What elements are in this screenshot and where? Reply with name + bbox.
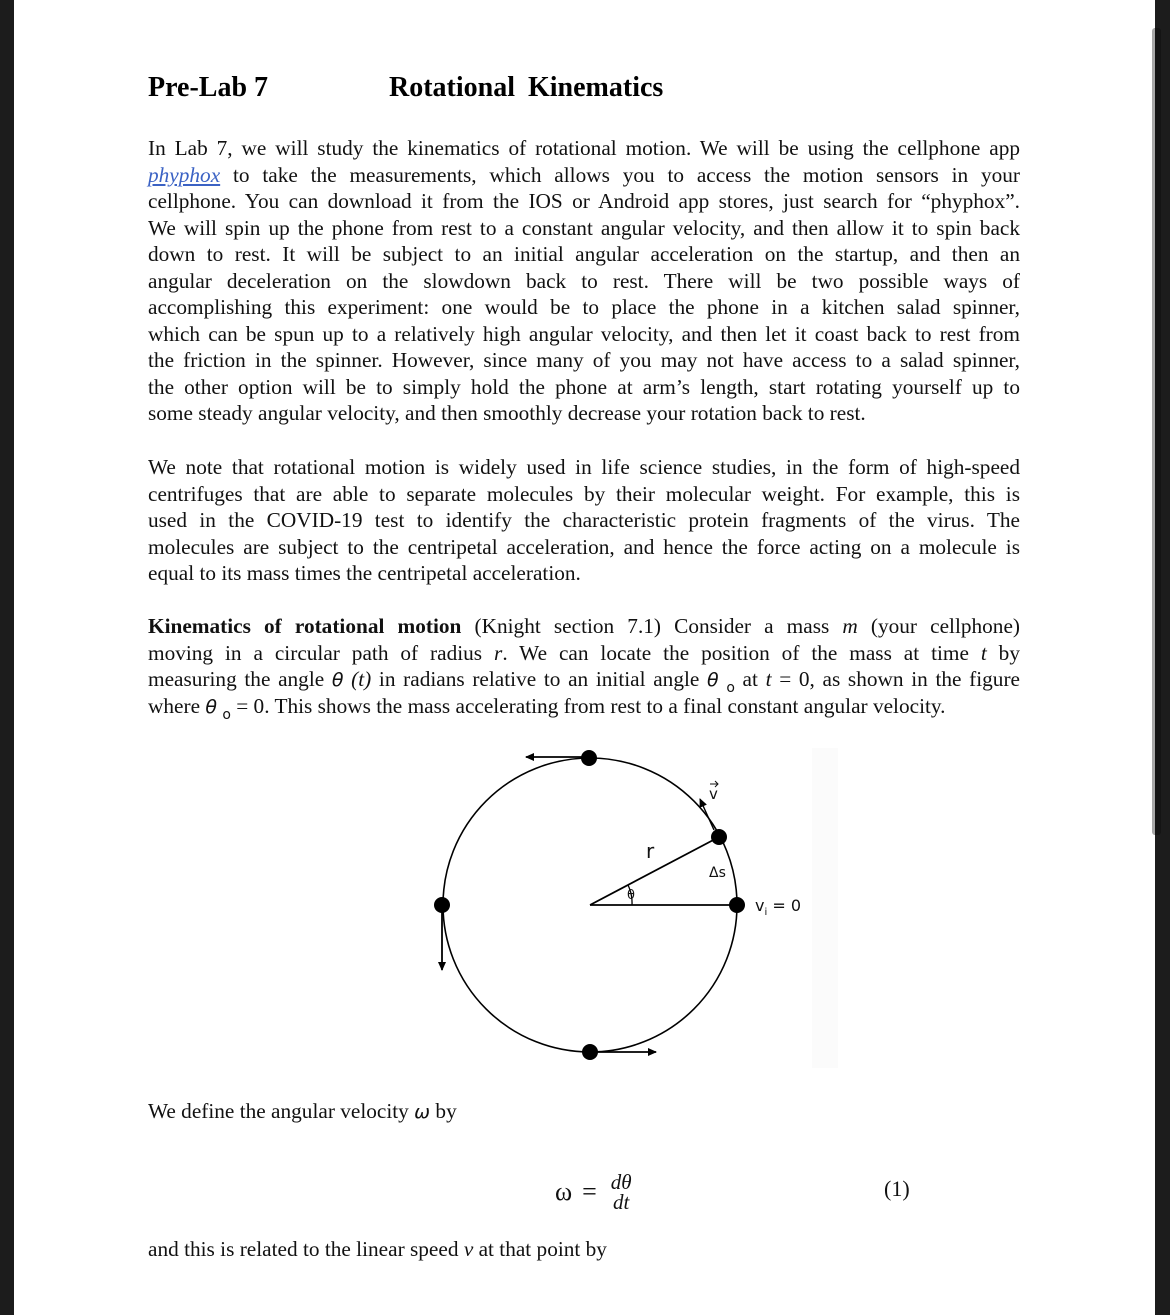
intro-paragraph: [148, 135, 1020, 427]
eq-numerator: dθ: [610, 1170, 632, 1194]
text-line: accomplishing this experiment: one would be to place the phone in a kitchen salad spinner,: [148, 295, 1020, 319]
text-line: We will spin up the phone from rest to a constant angular velocity, and then allow it to spin back: [148, 215, 1020, 240]
eq-fraction: [611, 1172, 632, 1212]
text-line: centrifuges that are able to separate molecules by their molecular weight. For example, this is: [148, 481, 1020, 506]
omega-symbol: ω: [414, 1101, 431, 1123]
v-symbol: v: [463, 1237, 474, 1261]
relation-line: and this is related to the linear speed v at that point by: [148, 1237, 607, 1261]
circle-diagram: [420, 740, 860, 1070]
lab-label: Pre-Lab 7: [148, 72, 269, 103]
rotational-motion-figure: [420, 740, 860, 1070]
text-line: some steady angular velocity, and then smoothly decrease your rotation back to rest.: [148, 401, 866, 425]
section-heading: Kinematics of rotational motion: [148, 614, 462, 638]
scrollbar-thumb[interactable]: [1152, 28, 1161, 835]
text-line: down to rest. It will be subject to an initial angular acceleration on the startup, and then an: [148, 242, 1020, 266]
eq-equals: =: [582, 1177, 597, 1206]
definition-line: We define the angular velocity ω by: [148, 1099, 457, 1123]
text-line: where θ $_o$ = 0. This shows the mass accelerating from rest to a final constant angular velocity.: [148, 693, 946, 723]
centrifuge-paragraph: [148, 454, 1020, 587]
eq-denominator: dt: [613, 1190, 630, 1214]
page-title: Rotational Kinematics: [389, 72, 664, 103]
radius-label: r: [646, 839, 655, 863]
text-line: measuring the angle θ (t) in radians relative to an initial angle θ $_o$ at t = 0, as shown in the figure: [148, 667, 1020, 696]
arc-length-label: Δs: [709, 865, 726, 881]
velocity-arrow-current: [700, 799, 714, 830]
eq-lhs: ω: [555, 1177, 573, 1206]
text-line: which can be spun up to a relatively high angular velocity, and then let it coast back to rest from: [148, 321, 1020, 346]
text-line: We note that rotational motion is widely used in life science studies, in the form of high-speed: [148, 455, 1020, 479]
initial-velocity-label: $v_i = 0$: [755, 896, 802, 918]
equation-number: (1): [884, 1176, 910, 1201]
equation-angular-velocity: [555, 1168, 632, 1216]
mass-dot-top: [581, 750, 597, 766]
text-line: used in the COVID-19 test to identify the characteristic protein fragments of the virus. The: [148, 508, 1020, 532]
text-line: phyphox to take the measurements, which allows you to access the motion sensors in your: [148, 162, 1020, 187]
text-line: In Lab 7, we will study the kinematics of rotational motion. We will be using the cellphone app: [148, 136, 1020, 160]
text-line: angular deceleration on the slowdown back to rest. There will be two possible ways of: [148, 268, 1020, 293]
text-line: moving in a circular path of radius r. We can locate the position of the mass at time t by: [148, 640, 1020, 665]
kinematics-paragraph: [148, 613, 1021, 723]
velocity-label: v: [709, 785, 718, 803]
text-line: equal to its mass times the centripetal acceleration.: [148, 561, 581, 585]
text-line: molecules are subject to the centripetal acceleration, and hence the force acting on a molecule is: [148, 534, 1020, 559]
text-line: Kinematics of rotational motion (Knight section 7.1) Consider a mass m (your cellphone): [148, 614, 1021, 638]
phyphox-link[interactable]: phyphox: [148, 162, 221, 187]
mass-dot-initial: [729, 897, 745, 913]
text-line: the friction in the spinner. However, since many of you may not have access to a salad spinner,: [148, 348, 1020, 372]
angle-label: θ: [627, 888, 635, 903]
radius-line: [590, 837, 719, 905]
text-line: the other option will be to simply hold the phone at arm’s length, start rotating yourself up to: [148, 374, 1020, 399]
mass-dot-current: [711, 829, 727, 845]
text-line: cellphone. You can download it from the IOS or Android app stores, just search for “phyphox”.: [148, 189, 1020, 213]
